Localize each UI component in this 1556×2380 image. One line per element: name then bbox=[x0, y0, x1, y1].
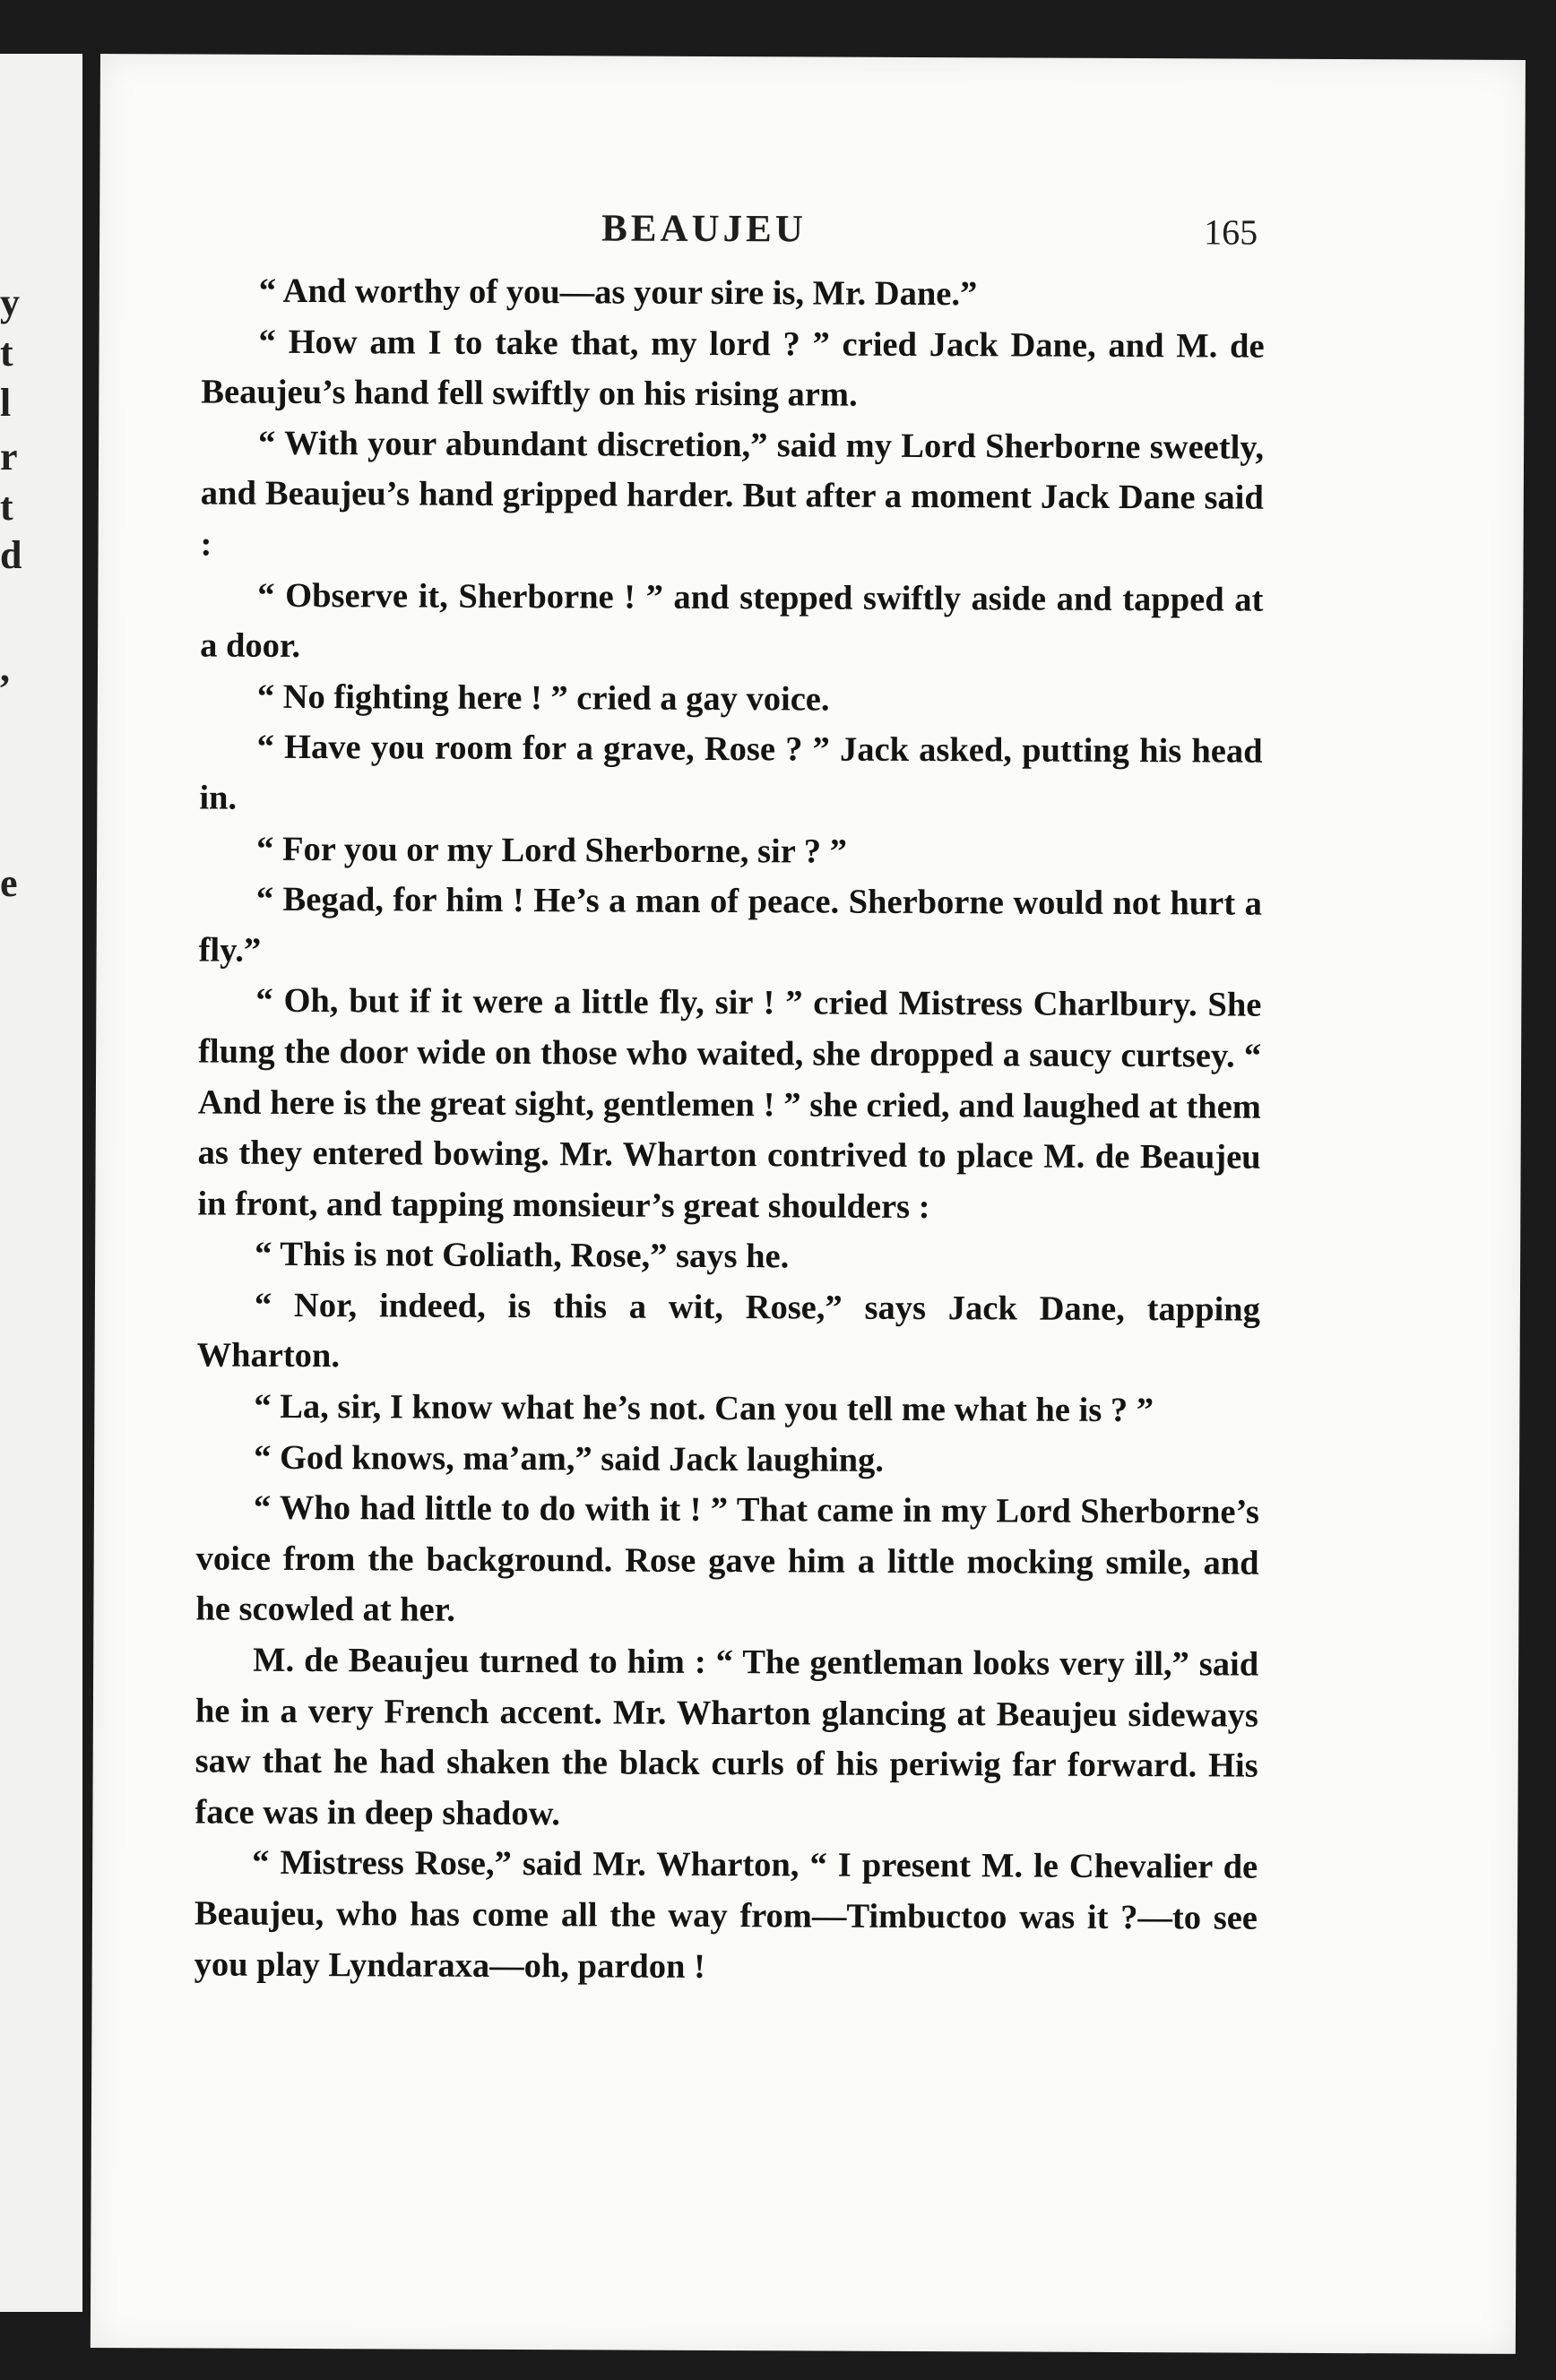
paragraph: “ Who had little to do with it ! ” That came in my Lord Sherborne’s voice from the background. Rose gave him a little mocking smile, and he scowled at her. bbox=[195, 1489, 1260, 1630]
paragraph: “ How am I to take that, my lord ? ” cried Jack Dane, and M. de Beaujeu’s hand fell swiftly on his rising arm. bbox=[201, 323, 1265, 414]
running-head-title: BEAUJEU bbox=[601, 207, 807, 251]
facing-page-letter: t bbox=[0, 331, 13, 375]
facing-page-letter: r bbox=[0, 435, 18, 479]
paragraph: “ With your abundant discretion,” said my Lord Sherborne sweetly, and Beaujeu’s hand gripped harder. But after a moment Jack Dane said : bbox=[200, 424, 1265, 564]
facing-page-letter: y bbox=[0, 280, 20, 324]
facing-page-letter: l bbox=[0, 381, 12, 425]
running-head bbox=[99, 204, 1525, 264]
page-number: 165 bbox=[1204, 211, 1258, 253]
paragraph: “ Nor, indeed, is this a wit, Rose,” says Jack Dane, tapping Wharton. bbox=[196, 1286, 1260, 1375]
paragraph: “ And worthy of you—as your sire is, Mr. Dane.” bbox=[258, 272, 978, 314]
body-text bbox=[194, 265, 1265, 1994]
facing-page-letter: e bbox=[0, 861, 18, 905]
facing-page-edge bbox=[0, 54, 82, 2312]
paragraph: “ Have you room for a grave, Rose ? ” Jack asked, putting his head in. bbox=[199, 729, 1263, 817]
facing-page-letter: t bbox=[0, 485, 13, 529]
facing-page-letter: d bbox=[0, 533, 22, 577]
facing-page-letter: , bbox=[0, 646, 10, 690]
paragraph: “ La, sir, I know what he’s not. Can you tell me what he is ? ” bbox=[254, 1387, 1154, 1430]
paragraph: “ For you or my Lord Sherborne, sir ? ” bbox=[256, 830, 848, 871]
paragraph: “ God knows, ma’am,” said Jack laughing. bbox=[254, 1438, 885, 1479]
paragraph: “ No fighting here ! ” cried a gay voice. bbox=[256, 677, 830, 719]
paragraph: “ Observe it, Sherborne ! ” and stepped swiftly aside and tapped at a door. bbox=[200, 576, 1264, 666]
book-page bbox=[91, 54, 1526, 2354]
paragraph: “ Oh, but if it were a little fly, sir ! ” cried Mistress Charlbury. She flung the door wide on those who waited, she dropped a saucy curtsey. “ And here is the great sight, gentlemen ! ” she cried, and laughed at them as they entered bowing. Mr. Wharton contrived to place M. de Beaujeu in front, and tapping monsieur’s great shoulders : bbox=[197, 982, 1262, 1226]
paragraph: M. de Beaujeu turned to him : “ The gentleman looks very ill,” said he in a very French accent. Mr. Wharton glancing at Beaujeu sideways saw that he had shaken the black curls of his periwig far forward. His face was in deep shadow. bbox=[194, 1641, 1259, 1833]
paragraph: “ Mistress Rose,” said Mr. Wharton, “ I present M. le Chevalier de Beaujeu, who has come all the way from—Timbuctoo was it ?—to see you play Lyndaraxa—oh, pardon ! bbox=[194, 1844, 1258, 1986]
paragraph: “ This is not Goliath, Rose,” says he. bbox=[255, 1236, 790, 1276]
paragraph: “ Begad, for him ! He’s a man of peace. Sherborne would not hurt a fly.” bbox=[198, 880, 1262, 970]
